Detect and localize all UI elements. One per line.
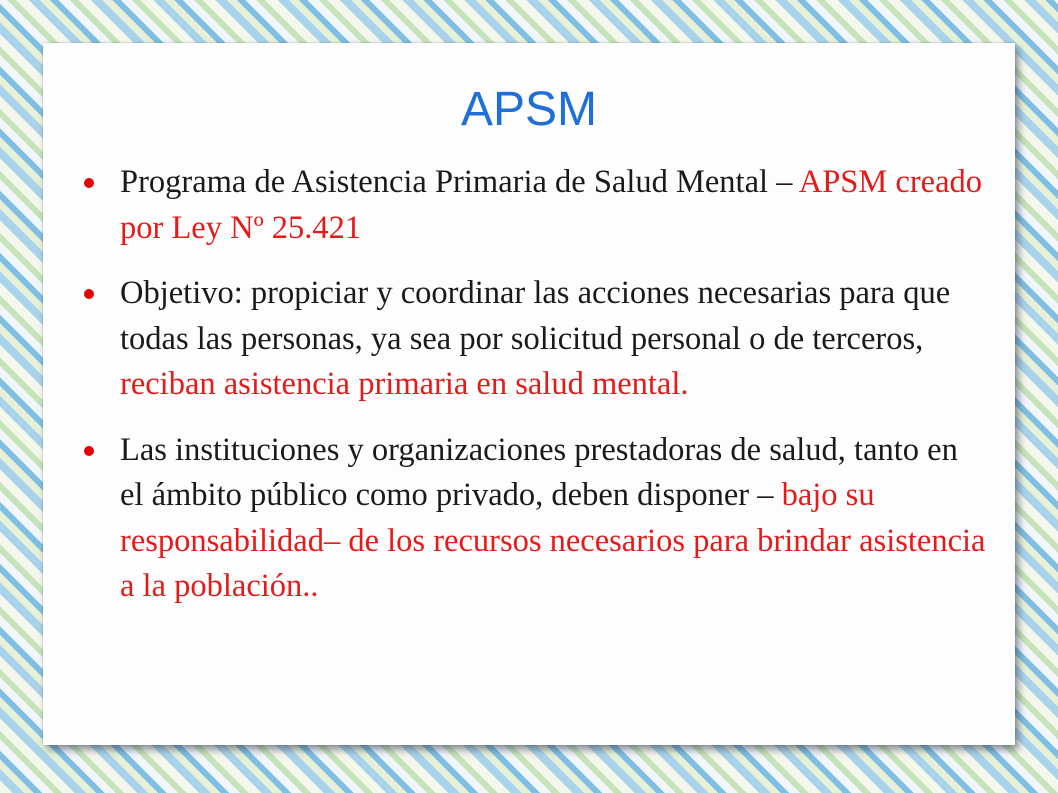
bullet-emphasis-text: APSM creado por Ley Nº 25.421 bbox=[120, 164, 982, 246]
bullet-text: Programa de Asistencia Primaria de Salud Mental – bbox=[120, 164, 799, 200]
bullet-dot-icon bbox=[84, 289, 94, 299]
bullet-text: Objetivo: propiciar y coordinar las acciones necesarias para que todas las personas, ya sea por solicitud personal o de terceros, bbox=[120, 275, 951, 357]
bullet-list bbox=[82, 160, 987, 630]
bullet-emphasis-text: reciban asistencia primaria en salud mental. bbox=[120, 366, 689, 402]
bullet-item bbox=[82, 271, 987, 408]
bullet-dot-icon bbox=[84, 446, 94, 456]
bullet-item bbox=[82, 428, 987, 610]
bullet-item bbox=[82, 160, 987, 251]
slide-title: APSM bbox=[460, 83, 598, 136]
bullet-dot-icon bbox=[84, 178, 94, 188]
bullet-text: Las instituciones y organizaciones prestadoras de salud, tanto en el ámbito público como privado, deben disponer – bbox=[120, 431, 958, 513]
bullet-emphasis-text: bajo su responsabilidad– de los recursos necesarios para brindar asistencia a la población.. bbox=[120, 477, 986, 604]
